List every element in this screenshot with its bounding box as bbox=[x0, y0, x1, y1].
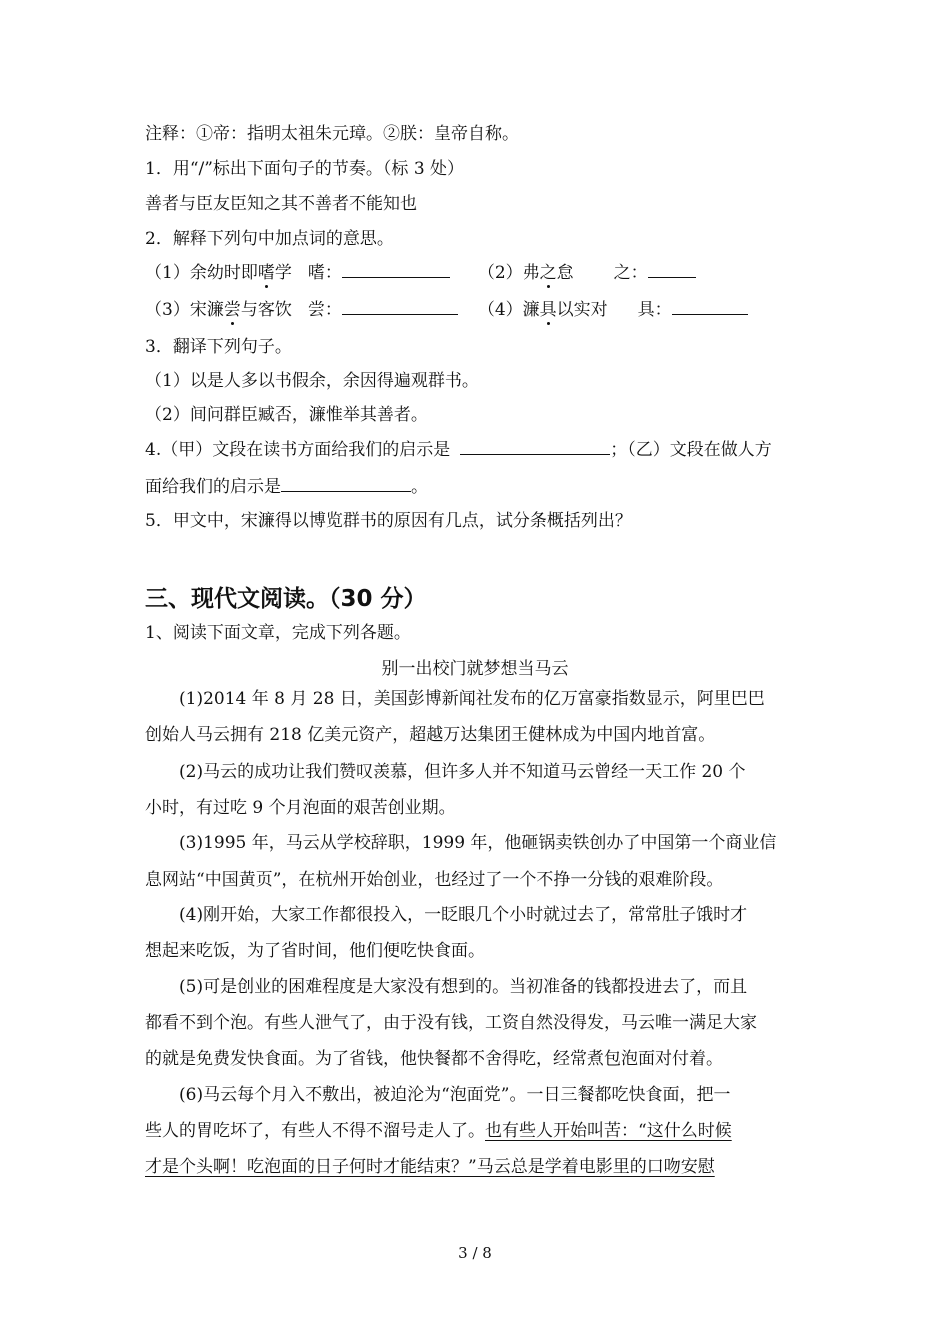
paragraph-5-line-1: (5)可是创业的困难程度是大家没有想到的。当初准备的钱都投进去了，而且 bbox=[179, 977, 748, 997]
answer-blank[interactable] bbox=[672, 300, 748, 315]
answer-blank[interactable] bbox=[460, 440, 610, 455]
question-2-row-2: （3）宋濂尝与客饮 尝： （4）濂具以实对 具： bbox=[145, 300, 748, 320]
underlined-sentence: 也有些人开始叫苦：“这什么时候 bbox=[485, 1121, 732, 1141]
question-3-item-1: （1）以是人多以书假余，余因得遍观群书。 bbox=[145, 371, 479, 391]
question-1-sentence: 善者与臣友臣知之其不善者不能知也 bbox=[145, 194, 417, 214]
paragraph-6-line-3: 才是个头啊！吃泡面的日子何时才能结束？”马云总是学着电影里的口吻安慰 bbox=[145, 1157, 715, 1177]
question-4-line-2: 面给我们的启示是 。 bbox=[145, 477, 428, 497]
section-intro: 1、阅读下面文章，完成下列各题。 bbox=[145, 623, 411, 643]
question-3-item-2: （2）间问群臣臧否，濂惟举其善者。 bbox=[145, 405, 428, 425]
dotted-word: 具 bbox=[539, 300, 557, 320]
section-heading: 三、现代文阅读。（30 分） bbox=[145, 586, 427, 612]
dotted-word: 嗜 bbox=[257, 263, 275, 283]
answer-blank[interactable] bbox=[648, 263, 696, 278]
page-number: 3 / 8 bbox=[458, 1244, 492, 1262]
question-1: 1．用“/”标出下面句子的节奏。（标 3 处） bbox=[145, 159, 465, 179]
paragraph-6-line-2: 些人的胃吃坏了，有些人不得不溜号走人了。也有些人开始叫苦：“这什么时候 bbox=[145, 1121, 732, 1141]
question-5: 5．甲文中，宋濂得以博览群书的原因有几点，试分条概括列出？ bbox=[145, 511, 632, 531]
answer-blank[interactable] bbox=[281, 477, 411, 492]
paragraph-1-line-2: 创始人马云拥有 218 亿美元资产，超越万达集团王健林成为中国内地首富。 bbox=[145, 725, 716, 745]
article-title: 别一出校门就梦想当马云 bbox=[381, 659, 569, 679]
paragraph-4-line-2: 想起来吃饭，为了省时间，他们便吃快食面。 bbox=[145, 941, 485, 961]
paragraph-2-line-1: (2)马云的成功让我们赞叹羡慕，但许多人并不知道马云曾经一天工作 20 个 bbox=[179, 762, 746, 782]
paragraph-5-line-3: 的就是免费发快食面。为了省钱，他快餐都不舍得吃，经常煮包泡面对付着。 bbox=[145, 1049, 723, 1069]
note-line: 注释：①帝：指明太祖朱元璋。②朕：皇帝自称。 bbox=[145, 124, 519, 144]
answer-blank[interactable] bbox=[342, 263, 450, 278]
paragraph-5-line-2: 都看不到个泡。有些人泄气了，由于没有钱，工资自然没得发，马云唯一满足大家 bbox=[145, 1013, 757, 1033]
paragraph-3-line-2: 息网站“中国黄页”，在杭州开始创业，也经过了一个不挣一分钱的艰难阶段。 bbox=[145, 870, 724, 890]
answer-blank[interactable] bbox=[342, 300, 458, 315]
question-4-line-1: 4.（甲）文段在读书方面给我们的启示是 ；（乙）文段在做人方 bbox=[145, 440, 772, 460]
dotted-word: 尝 bbox=[223, 300, 241, 320]
paragraph-4-line-1: (4)刚开始，大家工作都很投入，一眨眼几个小时就过去了，常常肚子饿时才 bbox=[179, 905, 748, 925]
paragraph-2-line-2: 小时，有过吃 9 个月泡面的艰苦创业期。 bbox=[145, 798, 456, 818]
question-2: 2．解释下列句中加点词的意思。 bbox=[145, 229, 394, 249]
paragraph-1-line-1: (1)2014 年 8 月 28 日，美国彭博新闻社发布的亿万富豪指数显示，阿里巴巴 bbox=[179, 689, 765, 709]
paragraph-3-line-1: (3)1995 年，马云从学校辞职，1999 年，他砸锅卖铁创办了中国第一个商业信 bbox=[179, 833, 777, 853]
paragraph-6-line-1: (6)马云每个月入不敷出，被迫沦为“泡面党”。一日三餐都吃快食面，把一 bbox=[179, 1085, 731, 1105]
question-3: 3．翻译下列句子。 bbox=[145, 337, 292, 357]
dotted-word: 之 bbox=[539, 263, 557, 283]
question-2-row-1: （1）余幼时即嗜学 嗜： （2）弗之怠 之： bbox=[145, 263, 696, 283]
